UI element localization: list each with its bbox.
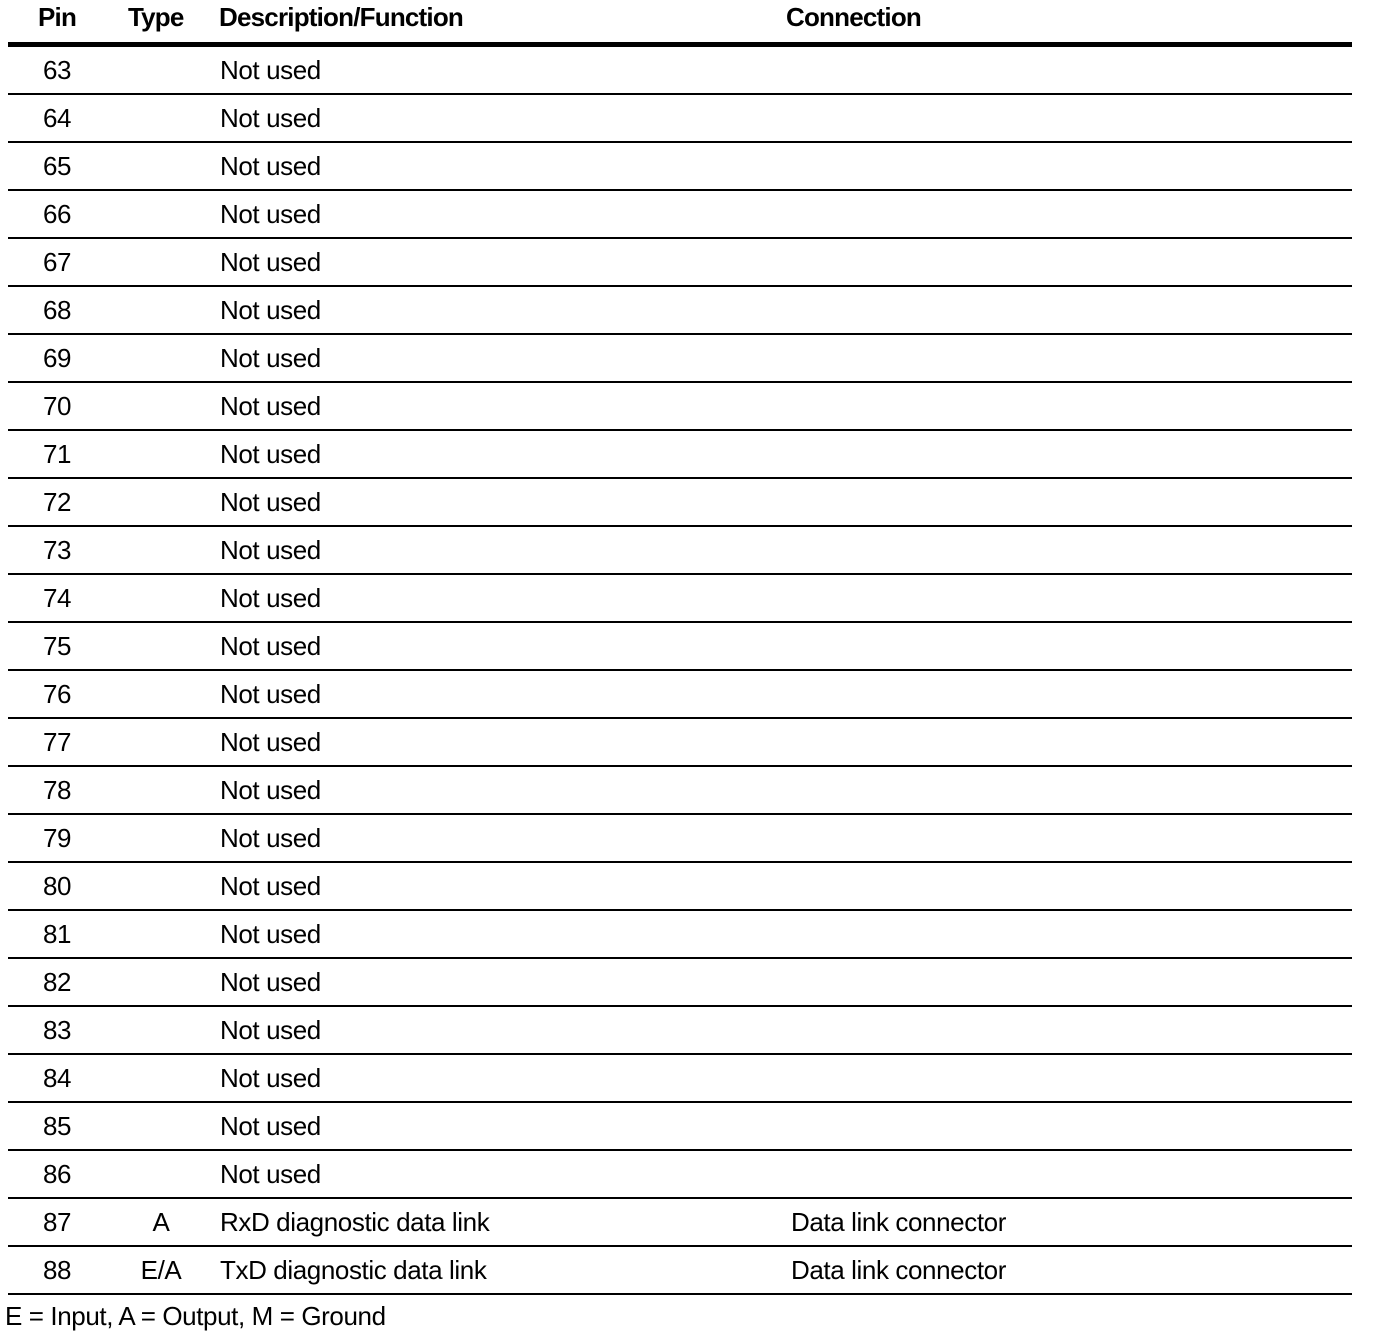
table-row <box>8 239 1352 287</box>
pin-cell: 86 <box>42 1159 72 1189</box>
description-cell: Not used <box>220 583 321 613</box>
pin-cell: 77 <box>42 727 72 757</box>
table-row <box>8 575 1352 623</box>
description-cell: Not used <box>220 967 321 997</box>
type-cell: E/A <box>140 1255 182 1285</box>
description-cell: Not used <box>220 343 321 373</box>
description-cell: Not used <box>220 631 321 661</box>
table-body <box>8 47 1352 1295</box>
table-row <box>8 719 1352 767</box>
description-cell: Not used <box>220 199 321 229</box>
description-cell: TxD diagnostic data link <box>220 1255 487 1285</box>
description-cell: Not used <box>220 871 321 901</box>
pin-cell: 76 <box>42 679 72 709</box>
connection-cell: Data link connector <box>791 1207 1006 1237</box>
table-row <box>8 431 1352 479</box>
description-cell: Not used <box>220 391 321 421</box>
type-legend: E = Input, A = Output, M = Ground <box>5 1301 386 1331</box>
description-cell: RxD diagnostic data link <box>220 1207 490 1237</box>
pin-cell: 65 <box>42 151 72 181</box>
pin-cell: 88 <box>42 1255 72 1285</box>
description-cell: Not used <box>220 247 321 277</box>
table-row <box>8 527 1352 575</box>
table-row <box>8 335 1352 383</box>
table-row <box>8 143 1352 191</box>
table-row <box>8 479 1352 527</box>
pin-cell: 78 <box>42 775 72 805</box>
table-row <box>8 959 1352 1007</box>
table-row <box>8 815 1352 863</box>
type-cell: A <box>152 1207 170 1237</box>
table-row <box>8 671 1352 719</box>
pin-cell: 85 <box>42 1111 72 1141</box>
pin-cell: 64 <box>42 103 72 133</box>
header-pin: Pin <box>38 2 77 32</box>
pin-cell: 87 <box>42 1207 72 1237</box>
description-cell: Not used <box>220 775 321 805</box>
table-row <box>8 911 1352 959</box>
header-description: Description/Function <box>219 2 464 32</box>
header-type: Type <box>128 2 184 32</box>
table-row <box>8 1055 1352 1103</box>
pin-cell: 67 <box>42 247 72 277</box>
pin-cell: 84 <box>42 1063 72 1093</box>
pin-cell: 74 <box>42 583 72 613</box>
description-cell: Not used <box>220 535 321 565</box>
pin-cell: 79 <box>42 823 72 853</box>
table-row <box>8 1199 1352 1247</box>
description-cell: Not used <box>220 727 321 757</box>
table-row <box>8 863 1352 911</box>
table-row <box>8 1103 1352 1151</box>
description-cell: Not used <box>220 1159 321 1189</box>
description-cell: Not used <box>220 1015 321 1045</box>
table-row <box>8 1151 1352 1199</box>
table-row <box>8 47 1352 95</box>
pin-assignment-table <box>8 0 1352 1295</box>
description-cell: Not used <box>220 55 321 85</box>
description-cell: Not used <box>220 151 321 181</box>
pin-cell: 80 <box>42 871 72 901</box>
table-row <box>8 95 1352 143</box>
table-row <box>8 287 1352 335</box>
pin-cell: 63 <box>42 55 72 85</box>
table-row <box>8 383 1352 431</box>
pin-cell: 69 <box>42 343 72 373</box>
pin-cell: 81 <box>42 919 72 949</box>
description-cell: Not used <box>220 439 321 469</box>
description-cell: Not used <box>220 103 321 133</box>
description-cell: Not used <box>220 487 321 517</box>
pin-cell: 66 <box>42 199 72 229</box>
pin-cell: 82 <box>42 967 72 997</box>
pin-cell: 73 <box>42 535 72 565</box>
description-cell: Not used <box>220 295 321 325</box>
description-cell: Not used <box>220 1111 321 1141</box>
pin-cell: 83 <box>42 1015 72 1045</box>
table-row <box>8 1007 1352 1055</box>
pin-cell: 70 <box>42 391 72 421</box>
pin-cell: 75 <box>42 631 72 661</box>
description-cell: Not used <box>220 823 321 853</box>
description-cell: Not used <box>220 919 321 949</box>
table-row <box>8 1247 1352 1295</box>
header-connection: Connection <box>786 2 921 32</box>
table-row <box>8 767 1352 815</box>
connection-cell: Data link connector <box>791 1255 1006 1285</box>
pin-cell: 68 <box>42 295 72 325</box>
table-header <box>8 0 1352 47</box>
pin-cell: 72 <box>42 487 72 517</box>
pin-cell: 71 <box>42 439 72 469</box>
table-row <box>8 191 1352 239</box>
table-row <box>8 623 1352 671</box>
description-cell: Not used <box>220 1063 321 1093</box>
description-cell: Not used <box>220 679 321 709</box>
